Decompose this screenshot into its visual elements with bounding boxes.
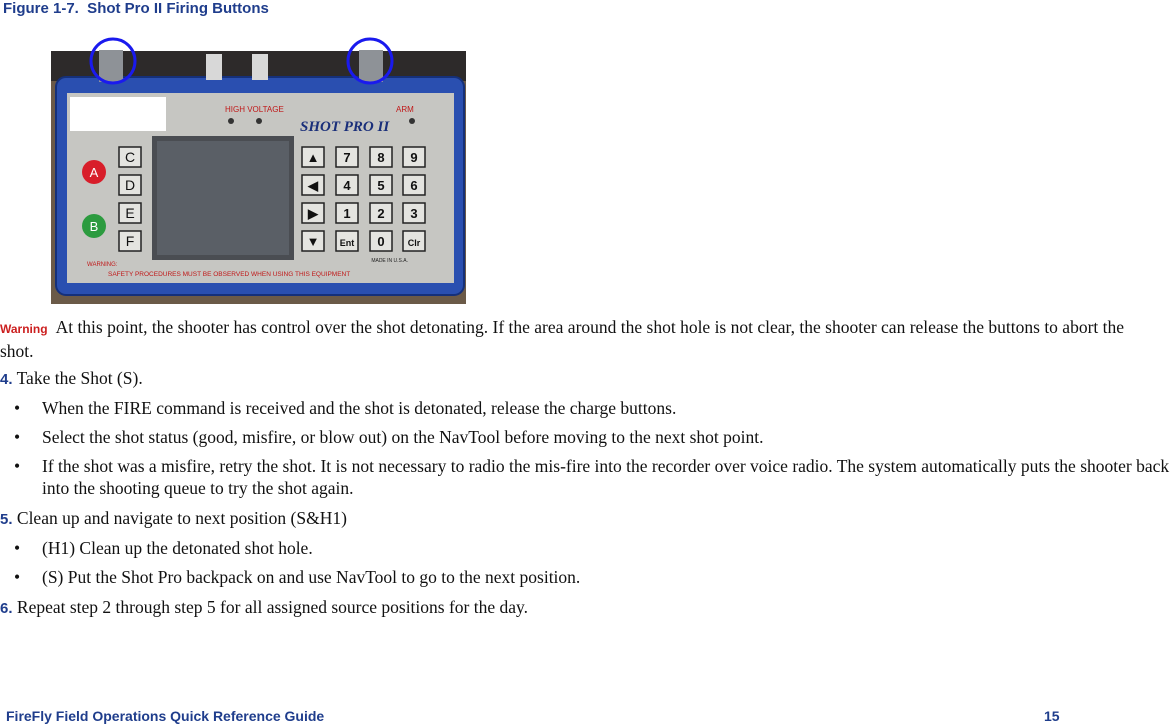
bullet-text: When the FIRE command is received and the shot is detonated, release the charge buttons. — [42, 398, 677, 418]
step-number: 6. — [0, 600, 13, 617]
list-item: • Select the shot status (good, misfire, or blow out) on the NavTool before moving to the next shot point. — [14, 426, 1174, 448]
shot-pro-device-image — [0, 0, 480, 310]
bullet-text: (S) Put the Shot Pro backpack on and use NavTool to go to the next position. — [42, 567, 581, 587]
keypad-key-label: 2 — [377, 206, 385, 221]
warning-label: Warning — [0, 322, 48, 336]
figure-caption: Figure 1-7. Shot Pro II Firing Buttons — [3, 0, 269, 17]
warning-paragraph — [0, 316, 1160, 362]
step-number: 4. — [0, 371, 13, 388]
bullet-text: (H1) Clean up the detonated shot hole. — [42, 538, 313, 558]
list-item: • (H1) Clean up the detonated shot hole. — [14, 537, 1174, 559]
key-label: C — [124, 149, 136, 165]
connector-2 — [206, 54, 222, 80]
made-in-label: MADE IN U.S.A. — [371, 258, 408, 264]
list-item: • When the FIRE command is received and the shot is detonated, release the charge buttons. — [14, 397, 1174, 419]
step-number: 5. — [0, 511, 13, 528]
firing-button-right — [359, 50, 383, 82]
connector-3 — [252, 54, 268, 80]
footer-title: FireFly Field Operations Quick Reference Guide — [6, 708, 325, 724]
keypad-key-label: 1 — [343, 206, 351, 221]
keypad-key-label: Ent — [339, 238, 355, 248]
step-text: Repeat step 2 through step 5 for all assigned source positions for the day. — [16, 597, 529, 617]
keypad-key-label: 8 — [377, 150, 385, 165]
warning-label-device: WARNING: — [87, 262, 118, 268]
keypad-key-label: ▼ — [306, 234, 320, 249]
arm-label: ARM — [396, 105, 414, 114]
shot-pro-figure — [0, 0, 480, 310]
list-item: • (S) Put the Shot Pro backpack on and use NavTool to go to the next position. — [14, 566, 1174, 588]
keypad-key-label: 3 — [410, 206, 418, 221]
step-4 — [0, 367, 143, 391]
key-label: E — [125, 205, 135, 221]
keypad-key-label: ▶ — [308, 206, 318, 221]
bullet-text: Select the shot status (good, misfire, or blow out) on the NavTool before moving to the next shot point. — [42, 427, 764, 447]
key-label: D — [124, 177, 136, 193]
keypad-key-label: Clr — [407, 238, 421, 248]
keypad-key-label: ▲ — [306, 150, 320, 165]
sticker — [70, 97, 166, 131]
keypad-key-label: ◀ — [308, 178, 318, 193]
step-text: Clean up and navigate to next position (S&H1) — [16, 508, 347, 528]
keypad-key-label: 5 — [377, 178, 385, 193]
bullet-text: If the shot was a misfire, retry the shot. It is not necessary to radio the mis-fire into the recorder over voice radio. The system automatically puts the shooter back into the shooting queue to try the shot again. — [42, 456, 1170, 498]
brand-label: SHOT PRO II — [300, 119, 390, 135]
keypad-key-label: 7 — [343, 150, 351, 165]
keypad-key-label: 9 — [410, 150, 418, 165]
svg-text:A: A — [89, 165, 99, 180]
svg-text:B: B — [89, 219, 99, 234]
keypad-key-label: 4 — [343, 178, 351, 193]
firing-button-left — [99, 50, 123, 82]
keypad-key-label: 6 — [410, 178, 418, 193]
key-label: F — [125, 233, 135, 249]
safety-text: SAFETY PROCEDURES MUST BE OBSERVED WHEN USING THIS EQUIPMENT — [108, 271, 351, 278]
high-voltage-label: HIGH VOLTAGE — [225, 105, 284, 114]
step-5 — [0, 507, 347, 531]
list-item: • If the shot was a misfire, retry the shot. It is not necessary to radio the mis-fire into the recorder over voice radio. The system automatically puts the shooter back into the shooting queue to try the shot again. — [14, 455, 1174, 499]
step-text: Take the Shot (S). — [16, 368, 143, 388]
step-6 — [0, 596, 528, 620]
page-number: 15 — [1044, 708, 1060, 724]
warning-text: At this point, the shooter has control over the shot detonating. If the area around the shot hole is not clear, the shooter can release the buttons to abort the shot. — [0, 317, 1125, 361]
keypad-key-label: 0 — [377, 234, 385, 249]
